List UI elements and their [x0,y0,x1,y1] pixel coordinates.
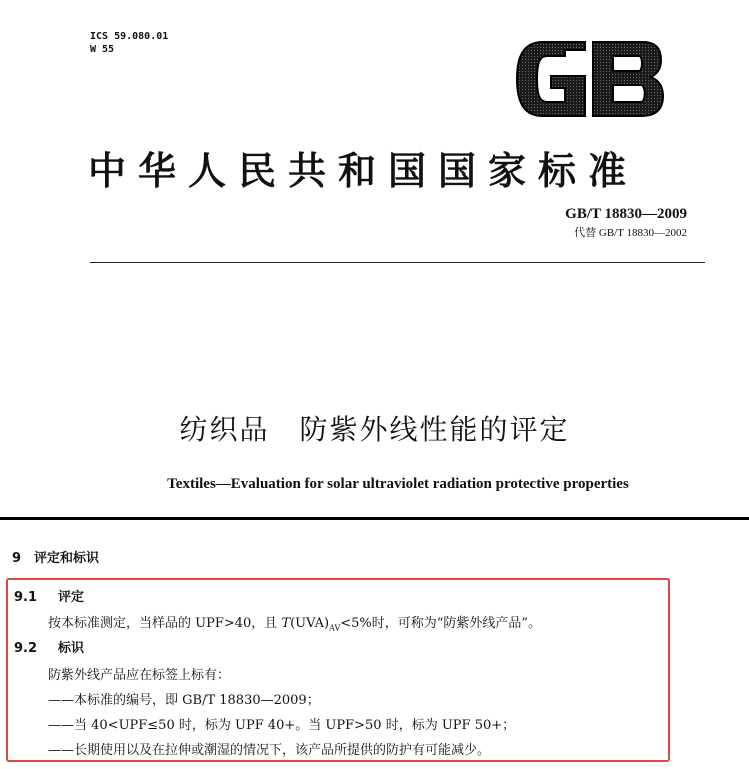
subsection-title: 评定 [58,590,85,605]
document-title-en: Textiles—Evaluation for solar ultraviolet radiation protective properties [167,476,629,492]
section-heading: 9 评定和标识 [12,551,100,566]
standard-meta [90,30,168,56]
label-intro: 防紫外线产品应在标签上标有： [48,668,231,683]
page-divider [0,517,749,520]
evaluation-text-start: 按本标准测定，当样品的 UPF>40，且 [48,616,282,631]
document-title-zh: 纺织品 防紫外线性能的评定 [179,413,570,446]
av-subscript: AV [329,623,341,633]
evaluation-text [48,612,541,633]
standard-number: GB/T 18830—2009 [565,206,687,222]
subsection-number: 9.2 [14,641,38,656]
subsection-title: 标识 [58,641,85,656]
ics-code: ICS 59.080.01 [90,31,169,42]
list-item: ——当 40<UPF≤50 时，标为 UPF 40+。当 UPF>50 时，标为 UPF 50+； [48,718,516,733]
uva-symbol: (UVA) [290,616,330,631]
gb-logo [515,40,665,118]
subsection-number: 9.1 [14,590,38,605]
category-code: W 55 [90,44,115,55]
replaces-note: 代替 GB/T 18830—2002 [574,227,687,239]
header-divider [90,262,705,263]
subsection-9-1 [14,586,84,605]
list-item: ——长期使用以及在拉伸或潮湿的情况下，该产品所提供的防护有可能减少。 [48,743,491,758]
standard-number-block [565,206,687,240]
gb-logo-icon [515,40,665,118]
t-symbol: T [281,616,291,631]
subsection-9-2 [14,637,84,656]
evaluation-text-end: <5%时，可称为“防紫外线产品”。 [340,616,542,631]
list-item: ——本标准的编号，即 GB/T 18830—2009； [48,693,320,708]
national-standard-title: 中华人民共和国国家标准 [88,148,639,193]
